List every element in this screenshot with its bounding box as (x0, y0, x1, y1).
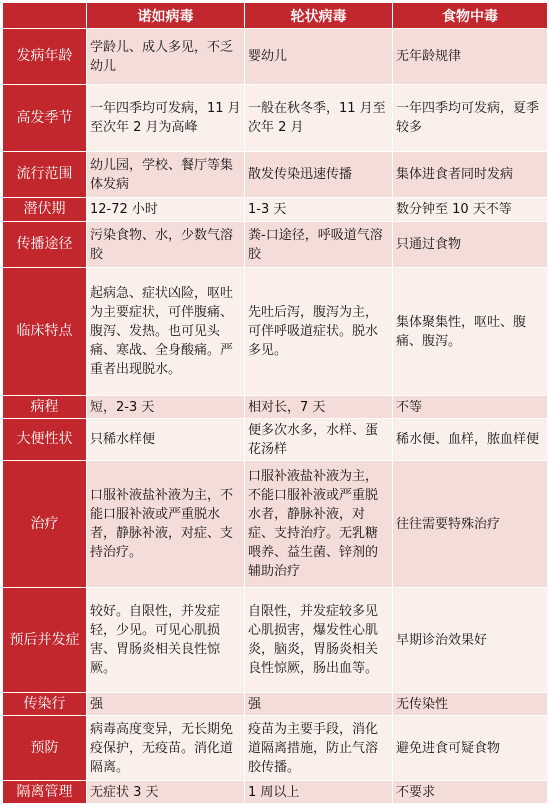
norovirus-cell: 病毒高度变异，无长期免疫保护，无疫苗。消化道隔离。 (87, 716, 245, 781)
comparison-table (2, 2, 548, 804)
food-poisoning-cell: 无年龄规律 (393, 29, 548, 85)
norovirus-cell: 强 (87, 693, 245, 716)
header-rotavirus: 轮状病毒 (245, 3, 393, 29)
table-row (3, 781, 548, 804)
row-label: 预防 (3, 716, 87, 781)
table-row (3, 268, 548, 396)
row-label: 传播途径 (3, 222, 87, 268)
norovirus-cell: 幼儿园，学校、餐厅等集体发病 (87, 152, 245, 198)
rotavirus-cell: 口服补液盐补液为主，不能口服补液或严重脱水者，静脉补液，对症、支持治疗。无乳糖喂养、益生菌、锌剂的辅助治疗 (245, 461, 393, 588)
table-row (3, 152, 548, 198)
rotavirus-cell: 散发传染迅速传播 (245, 152, 393, 198)
rotavirus-cell: 疫苗为主要手段，消化道隔离措施，防止气溶胶传播。 (245, 716, 393, 781)
table-row (3, 198, 548, 222)
food-poisoning-cell: 不要求 (393, 781, 548, 804)
row-label: 高发季节 (3, 85, 87, 152)
row-label: 隔离管理 (3, 781, 87, 804)
norovirus-cell: 短，2-3 天 (87, 396, 245, 419)
food-poisoning-cell: 稀水便、血样，脓血样便 (393, 419, 548, 461)
rotavirus-cell: 粪-口途径，呼吸道气溶胶 (245, 222, 393, 268)
food-poisoning-cell: 只通过食物 (393, 222, 548, 268)
rotavirus-cell: 便多次水多，水样、蛋花汤样 (245, 419, 393, 461)
table-header (3, 3, 548, 29)
table-row (3, 588, 548, 693)
norovirus-cell: 起病急、症状凶险，呕吐为主要症状，可伴腹痛、腹泻、发热。也可见头痛、寒战、全身酸痛。严重者出现脱水。 (87, 268, 245, 396)
rotavirus-cell: 强 (245, 693, 393, 716)
food-poisoning-cell: 往往需要特殊治疗 (393, 461, 548, 588)
table-row (3, 716, 548, 781)
row-label: 大便性状 (3, 419, 87, 461)
norovirus-cell: 无症状 3 天 (87, 781, 245, 804)
food-poisoning-cell: 数分钟至 10 天不等 (393, 198, 548, 222)
row-label: 潜伏期 (3, 198, 87, 222)
rotavirus-cell: 相对长，7 天 (245, 396, 393, 419)
food-poisoning-cell: 早期诊治效果好 (393, 588, 548, 693)
table-body (3, 29, 548, 804)
header-norovirus: 诺如病毒 (87, 3, 245, 29)
row-label: 传染行 (3, 693, 87, 716)
rotavirus-cell: 自限性，并发症较多见心肌损害，爆发性心肌炎，脑炎，胃肠炎相关良性惊厥，肠出血等。 (245, 588, 393, 693)
food-poisoning-cell: 无传染性 (393, 693, 548, 716)
norovirus-cell: 12-72 小时 (87, 198, 245, 222)
norovirus-cell: 较好。自限性，并发症轻，少见。可见心肌损害、胃肠炎相关良性惊厥。 (87, 588, 245, 693)
food-poisoning-cell: 一年四季均可发病，夏季较多 (393, 85, 548, 152)
header-food-poisoning: 食物中毒 (393, 3, 548, 29)
table-row (3, 222, 548, 268)
header-row (3, 3, 548, 29)
row-label: 预后并发症 (3, 588, 87, 693)
row-label: 病程 (3, 396, 87, 419)
table-row (3, 461, 548, 588)
food-poisoning-cell: 集体进食者同时发病 (393, 152, 548, 198)
rotavirus-cell: 一般在秋冬季，11 月至次年 2 月 (245, 85, 393, 152)
table-row (3, 693, 548, 716)
food-poisoning-cell: 不等 (393, 396, 548, 419)
rotavirus-cell: 1 周以上 (245, 781, 393, 804)
norovirus-cell: 污染食物、水，少数气溶胶 (87, 222, 245, 268)
rotavirus-cell: 婴幼儿 (245, 29, 393, 85)
food-poisoning-cell: 避免进食可疑食物 (393, 716, 548, 781)
table-row (3, 29, 548, 85)
row-label: 临床特点 (3, 268, 87, 396)
norovirus-cell: 一年四季均可发病，11 月至次年 2 月为高峰 (87, 85, 245, 152)
table-row (3, 85, 548, 152)
row-label: 治疗 (3, 461, 87, 588)
rotavirus-cell: 先吐后泻，腹泻为主，可伴呼吸道症状。脱水多见。 (245, 268, 393, 396)
table-row (3, 419, 548, 461)
norovirus-cell: 只稀水样便 (87, 419, 245, 461)
row-label: 流行范围 (3, 152, 87, 198)
row-label: 发病年龄 (3, 29, 87, 85)
header-corner (3, 3, 87, 29)
food-poisoning-cell: 集体聚集性，呕吐、腹痛、腹泻。 (393, 268, 548, 396)
rotavirus-cell: 1-3 天 (245, 198, 393, 222)
table-row (3, 396, 548, 419)
norovirus-cell: 口服补液盐补液为主，不能口服补液或严重脱水者，静脉补液，对症、支持治疗。 (87, 461, 245, 588)
norovirus-cell: 学龄儿、成人多见，不乏幼儿 (87, 29, 245, 85)
